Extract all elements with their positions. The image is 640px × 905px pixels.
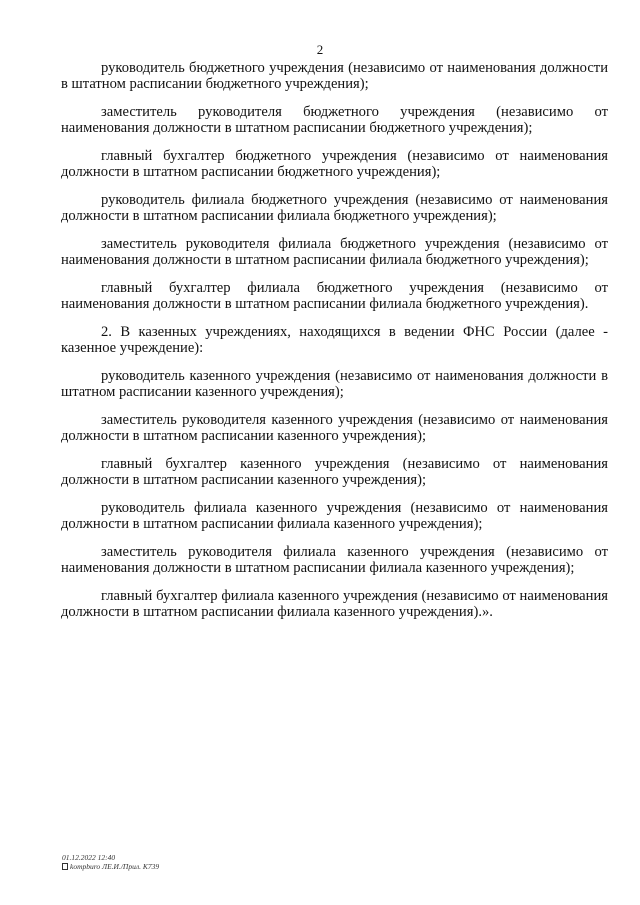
paragraph: руководитель бюджетного учреждения (независимо от наименования должности в штатном расписании бюджетного учреждения); [61,60,608,92]
footer-timestamp: 01.12.2022 12:40 [62,853,116,862]
paragraph: заместитель руководителя филиала казенного учреждения (независимо от наименования должности в штатном расписании филиала казенного учреждения); [61,544,608,576]
paragraph: главный бухгалтер бюджетного учреждения (независимо от наименования должности в штатном расписании бюджетного учреждения); [61,148,608,180]
paragraph: главный бухгалтер казенного учреждения (независимо от наименования должности в штатном расписании казенного учреждения); [61,456,608,488]
document-icon [62,863,68,870]
footer-file-line [62,862,159,871]
paragraph: заместитель руководителя казенного учреждения (независимо от наименования должности в штатном расписании казенного учреждения); [61,412,608,444]
paragraph: руководитель казенного учреждения (независимо от наименования должности в штатном расписании казенного учреждения); [61,368,608,400]
paragraph: главный бухгалтер филиала бюджетного учреждения (независимо от наименования должности в штатном расписании филиала бюджетного учреждения). [61,280,608,312]
page-number: 2 [316,42,324,57]
paragraph: руководитель филиала бюджетного учреждения (независимо от наименования должности в штатном расписании филиала бюджетного учреждения); [61,192,608,224]
paragraph: главный бухгалтер филиала казенного учреждения (независимо от наименования должности в штатном расписании филиала казенного учреждения).». [61,588,608,620]
section-paragraph: 2. В казенных учреждениях, находящихся в ведении ФНС России (далее - казенное учреждение): [61,324,608,356]
paragraph: заместитель руководителя филиала бюджетного учреждения (независимо от наименования должности в штатном расписании филиала бюджетного учреждения); [61,236,608,268]
footer-file-ref: kompburo ЛЕ.И./Прил. К739 [70,862,160,871]
paragraph: руководитель филиала казенного учреждения (независимо от наименования должности в штатном расписании филиала казенного учреждения); [61,500,608,532]
document-body [61,60,608,632]
paragraph: заместитель руководителя бюджетного учреждения (независимо от наименования должности в штатном расписании бюджетного учреждения); [61,104,608,136]
document-footer [62,853,159,871]
